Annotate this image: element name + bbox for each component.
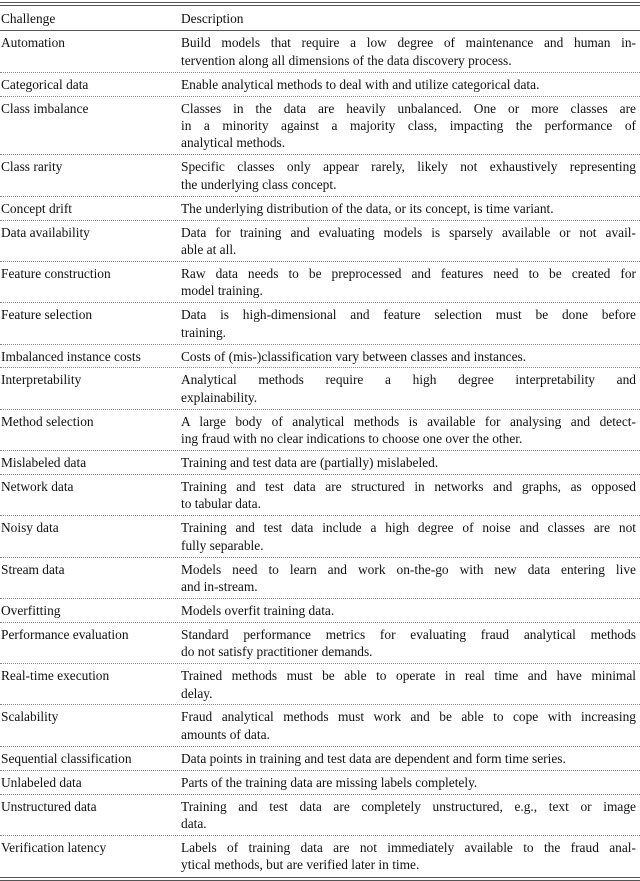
description-line: analytical methods. xyxy=(181,135,286,151)
description-cell xyxy=(181,200,636,217)
description-line: and in-stream. xyxy=(181,578,258,594)
challenge-cell: Class rarity xyxy=(1,159,63,175)
description-line: tervention along all dimensions of the data discovery process. xyxy=(181,52,512,68)
challenge-cell: Feature construction xyxy=(1,265,111,281)
table-row xyxy=(0,771,640,795)
challenge-cell: Concept drift xyxy=(1,200,73,216)
challenges-table xyxy=(0,2,640,881)
description-cell xyxy=(181,519,636,554)
challenge-cell: Automation xyxy=(1,35,65,51)
description-cell xyxy=(181,454,636,471)
table-row xyxy=(0,97,640,156)
description-line: Raw data needs to be preprocessed and features need to be created for xyxy=(181,265,636,281)
description-cell xyxy=(181,348,636,365)
challenge-cell: Feature selection xyxy=(1,307,93,323)
description-cell xyxy=(181,839,636,874)
description-cell xyxy=(181,602,636,619)
table-row xyxy=(0,73,640,97)
description-line: Data for training and evaluating models is sparsely available or not avail- xyxy=(181,224,636,240)
challenge-cell: Noisy data xyxy=(1,520,59,536)
description-line: Training and test data are (partially) mislabeled. xyxy=(181,455,439,471)
table-row xyxy=(0,836,640,876)
description-line: Standard performance metrics for evaluating fraud analytical methods xyxy=(181,626,636,642)
description-line: amounts of data. xyxy=(181,726,270,742)
description-line: Classes in the data are heavily unbalanced. One or more classes are xyxy=(181,100,636,116)
description-line: A large body of analytical methods is available for analysing and detect- xyxy=(181,413,636,429)
challenge-cell: Imbalanced instance costs xyxy=(1,348,141,364)
table-row xyxy=(0,451,640,475)
header-description: Description xyxy=(181,11,244,26)
description-line: ytical methods, but are verified later in time. xyxy=(181,857,420,873)
description-cell xyxy=(181,158,636,193)
description-line: able at all. xyxy=(181,241,237,257)
challenge-cell: Overfitting xyxy=(1,602,61,618)
description-line: fully separable. xyxy=(181,537,264,553)
description-line: Data points in training and test data are dependent and form time series. xyxy=(181,750,566,766)
description-line: Parts of the training data are missing labels completely. xyxy=(181,774,478,790)
table-row xyxy=(0,410,640,451)
description-line: Build models that require a low degree of maintenance and human in- xyxy=(181,35,636,51)
description-cell xyxy=(181,76,636,93)
table-row xyxy=(0,747,640,771)
challenge-cell: Stream data xyxy=(1,561,65,577)
challenge-cell: Real-time execution xyxy=(1,668,110,684)
table-row xyxy=(0,664,640,705)
challenge-cell: Performance evaluation xyxy=(1,626,129,642)
description-line: explainability. xyxy=(181,389,258,405)
challenge-cell: Sequential classification xyxy=(1,750,132,766)
description-cell xyxy=(181,100,636,152)
description-line: ing fraud with no clear indications to choose one over the other. xyxy=(181,431,523,447)
description-cell xyxy=(181,750,636,767)
header-challenge: Challenge xyxy=(1,11,56,26)
description-line: Training and test data are structured in networks and graphs, as opposed xyxy=(181,478,636,494)
table-row xyxy=(0,475,640,516)
description-line: Models overfit training data. xyxy=(181,602,335,618)
description-line: Data is high-dimensional and feature selection must be done before xyxy=(181,307,636,323)
table-row xyxy=(0,558,640,599)
challenge-cell: Method selection xyxy=(1,413,94,429)
table-header xyxy=(0,6,640,31)
description-line: Labels of training data are not immediately available to the fraud anal- xyxy=(181,839,636,855)
description-line: do not satisfy practitioner demands. xyxy=(181,644,373,660)
table-row xyxy=(0,303,640,344)
table-row xyxy=(0,795,640,836)
table-row xyxy=(0,516,640,557)
description-line: model training. xyxy=(181,283,263,299)
description-line: Fraud analytical methods must work and be able to cope with increasing xyxy=(181,709,636,725)
description-cell xyxy=(181,561,636,596)
challenge-cell: Verification latency xyxy=(1,839,107,855)
description-cell xyxy=(181,265,636,300)
table-row xyxy=(0,221,640,262)
description-cell xyxy=(181,306,636,341)
description-cell xyxy=(181,478,636,513)
description-line: Models need to learn and work on-the-go with new data entering live xyxy=(181,561,636,577)
description-line: The underlying distribution of the data, or its concept, is time variant. xyxy=(181,200,554,216)
challenge-cell: Unstructured data xyxy=(1,798,97,814)
description-cell xyxy=(181,626,636,661)
challenge-cell: Data availability xyxy=(1,224,90,240)
table-row xyxy=(0,197,640,221)
table-row xyxy=(0,345,640,369)
challenge-cell: Class imbalance xyxy=(1,100,89,116)
description-cell xyxy=(181,371,636,406)
description-line: Trained methods must be able to operate in real time and have minimal xyxy=(181,668,636,684)
table-row xyxy=(0,31,640,72)
description-cell xyxy=(181,34,636,69)
challenge-cell: Scalability xyxy=(1,709,59,725)
description-line: training. xyxy=(181,324,226,340)
table-row xyxy=(0,262,640,303)
table-row xyxy=(0,155,640,196)
challenge-cell: Mislabeled data xyxy=(1,455,87,471)
table-row xyxy=(0,368,640,409)
description-cell xyxy=(181,798,636,833)
table-row xyxy=(0,705,640,746)
description-line: Training and test data are completely unstructured, e.g., text or image xyxy=(181,798,636,814)
description-line: Analytical methods require a high degree interpretability and xyxy=(181,372,636,388)
description-line: data. xyxy=(181,815,207,831)
table-row xyxy=(0,599,640,623)
description-line: Specific classes only appear rarely, likely not exhaustively representing xyxy=(181,159,636,175)
description-cell xyxy=(181,708,636,743)
description-line: Costs of (mis-)classification vary between classes and instances. xyxy=(181,348,527,364)
description-line: delay. xyxy=(181,685,213,701)
description-line: to tabular data. xyxy=(181,496,261,512)
top-rule xyxy=(0,2,640,3)
description-cell xyxy=(181,224,636,259)
table-body xyxy=(0,31,640,876)
challenge-cell: Unlabeled data xyxy=(1,774,82,790)
description-cell xyxy=(181,667,636,702)
description-line: the underlying class concept. xyxy=(181,176,337,192)
description-line: in a minority against a majority class, impacting the performance of xyxy=(181,118,636,134)
challenge-cell: Network data xyxy=(1,478,74,494)
table-row xyxy=(0,623,640,664)
description-cell xyxy=(181,774,636,791)
challenge-cell: Interpretability xyxy=(1,372,82,388)
description-cell xyxy=(181,413,636,448)
description-line: Training and test data include a high degree of noise and classes are not xyxy=(181,520,636,536)
description-line: Enable analytical methods to deal with and utilize categorical data. xyxy=(181,76,540,92)
challenge-cell: Categorical data xyxy=(1,76,89,92)
